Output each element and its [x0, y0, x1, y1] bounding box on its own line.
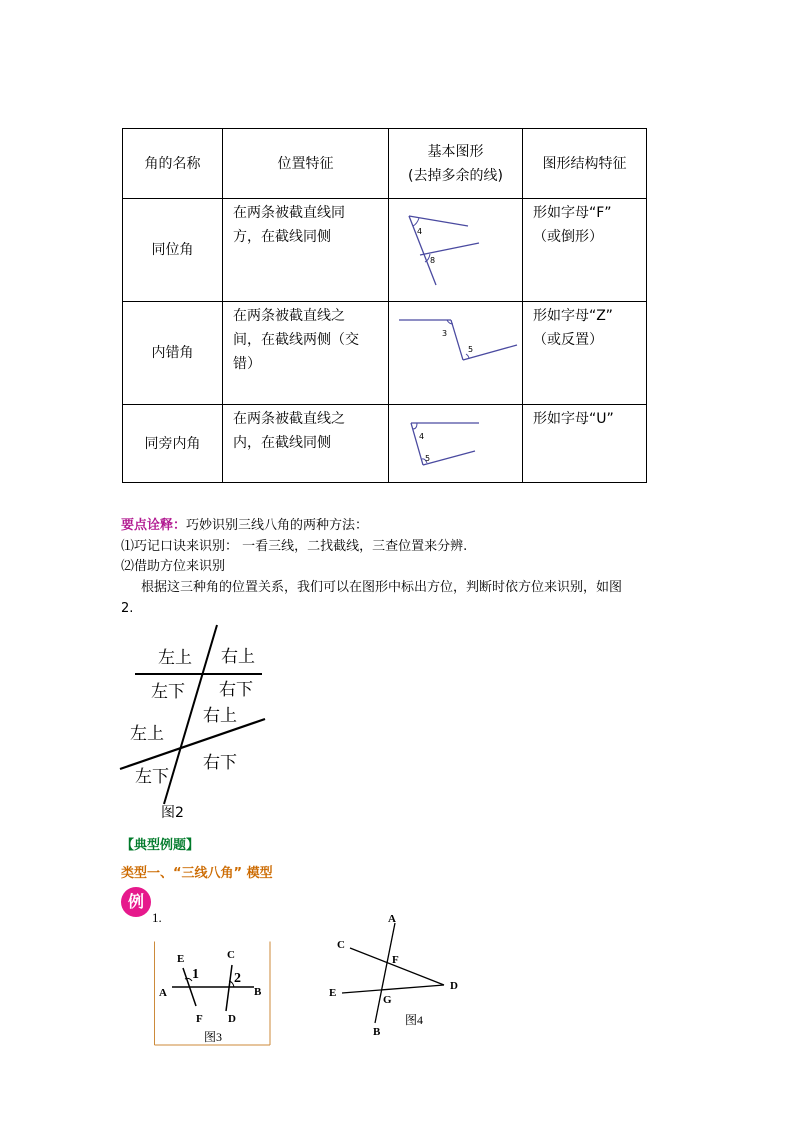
header-angle-name: 角的名称 [123, 129, 223, 199]
row-position: 在两条被截直线之 间，在截线两侧（交 错） [223, 302, 389, 405]
label-mid-right: 右下 [219, 680, 253, 700]
point-label-f: F [196, 1013, 203, 1025]
figure-3 [154, 941, 272, 1049]
table-header-row [123, 129, 647, 199]
angle-label: 3 [442, 329, 448, 338]
corresponding-angles-figure [389, 199, 523, 302]
co-interior-angles-figure [389, 405, 523, 483]
angle-label: 4 [417, 227, 423, 236]
key-points-label: 要点诠释： [121, 518, 187, 533]
angle-types-table [122, 128, 647, 483]
label-mid-left: 左下 [151, 682, 185, 702]
key-points-text: 巧妙识别三线八角的两种方法： [186, 518, 369, 533]
point-label-c: C [337, 939, 345, 951]
figure-4 [325, 908, 470, 1038]
point-label-c: C [227, 949, 235, 961]
figure-2-caption: 图2 [161, 805, 184, 821]
method-1: ⑴巧记口诀来识别： 一看三线，二找截线，三查位置来分辨. [121, 539, 468, 554]
row-structure: 形如字母“Z” （或反置） [523, 302, 647, 405]
row-angle-name: 同位角 [123, 199, 223, 302]
typical-examples-heading: 【典型例题】 [121, 838, 200, 853]
row-position: 在两条被截直线同 方，在截线同侧 [223, 199, 389, 302]
point-label-f: F [392, 954, 399, 966]
angle-label: 5 [425, 454, 431, 463]
point-label-g: G [383, 994, 392, 1006]
point-label-b: B [373, 1026, 381, 1038]
label-top-left: 左上 [158, 648, 192, 668]
figure-2 [115, 622, 275, 822]
row-figure [389, 302, 523, 405]
angle-label-2: 2 [234, 971, 241, 986]
table-row [123, 302, 647, 405]
point-label-e: E [329, 987, 337, 999]
row-angle-name: 同旁内角 [123, 405, 223, 483]
table-row [123, 405, 647, 483]
point-label-b: B [254, 986, 262, 998]
label-lower-left-up: 左上 [130, 724, 164, 744]
label-bottom-left: 左下 [135, 767, 169, 787]
label-top-right: 右上 [221, 647, 255, 667]
angle-label: 4 [419, 432, 425, 441]
header-structure: 图形结构特征 [523, 129, 647, 199]
point-label-d: D [450, 980, 458, 992]
figure-4-caption: 图4 [405, 1013, 424, 1027]
angle-label-1: 1 [192, 967, 199, 982]
method-2: ⑵借助方位来识别 [121, 559, 226, 574]
example-number: 1. [152, 910, 162, 925]
example-badge: 例 [121, 887, 151, 917]
row-figure [389, 405, 523, 483]
alternate-angles-figure [389, 302, 523, 405]
header-figure: 基本图形 (去掉多余的线) [389, 129, 523, 199]
label-bottom-right: 右下 [203, 753, 237, 773]
method-paragraph-end: 2. [121, 601, 134, 616]
row-angle-name: 内错角 [123, 302, 223, 405]
point-label-a: A [388, 913, 396, 925]
figure-3-caption: 图3 [204, 1030, 223, 1044]
angle-label: 5 [468, 345, 474, 354]
header-position: 位置特征 [223, 129, 389, 199]
type-1-heading: 类型一、“三线八角” 模型 [121, 866, 273, 881]
table-row [123, 199, 647, 302]
row-structure: 形如字母“U” [523, 405, 647, 483]
point-label-e: E [177, 953, 185, 965]
row-position: 在两条被截直线之 内，在截线同侧 [223, 405, 389, 483]
label-lower-right-up: 右上 [203, 706, 237, 726]
point-label-d: D [228, 1013, 236, 1025]
point-label-a: A [159, 987, 167, 999]
key-points [121, 516, 368, 536]
row-structure: 形如字母“F” （或倒形） [523, 199, 647, 302]
angle-label: 8 [430, 256, 436, 265]
method-paragraph: 根据这三种角的位置关系，我们可以在图形中标出方位，判断时依方位来识别，如图 [141, 580, 623, 595]
row-figure [389, 199, 523, 302]
